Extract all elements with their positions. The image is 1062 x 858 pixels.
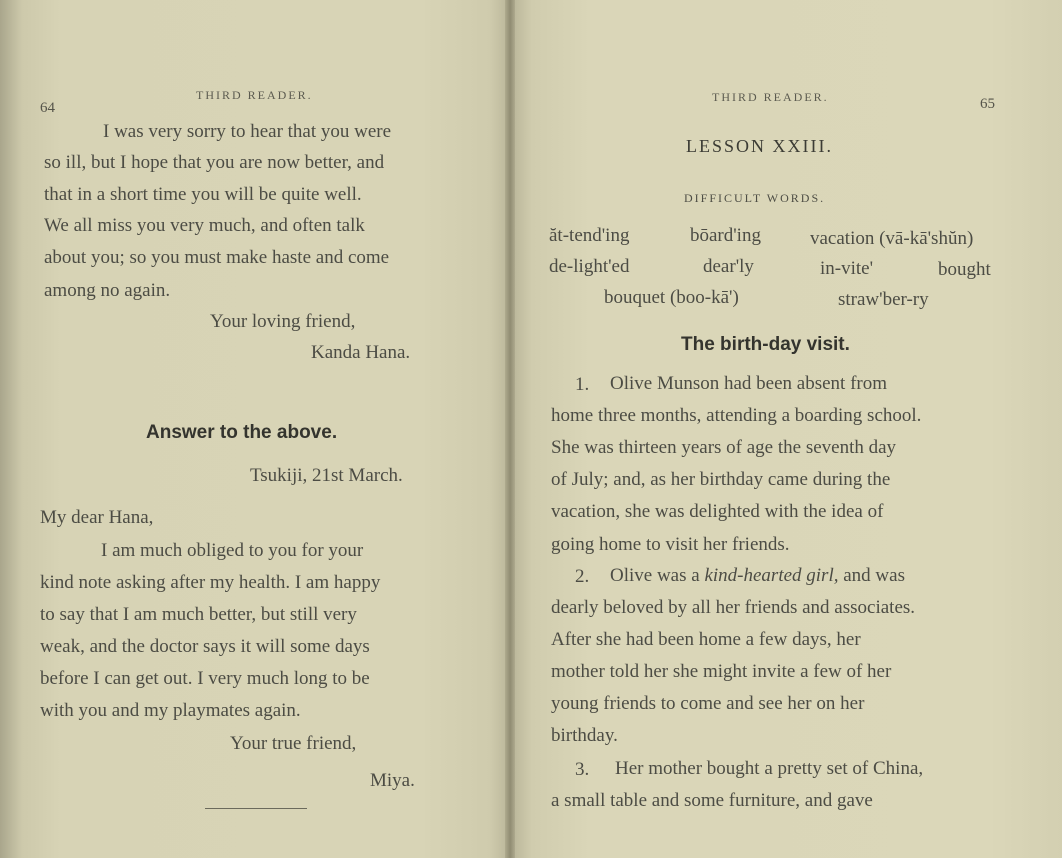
para2-text: and was [843,565,905,586]
end-rule [205,808,307,809]
answer-dateline: Tsukiji, 21st March. [250,465,403,486]
answer-line: before I can get out. I very much long to be [40,668,370,689]
difficult-words-heading: DIFFICULT WORDS. [684,191,826,205]
para3-line: Her mother bought a pretty set of China, [615,758,924,779]
right-page [510,0,1062,858]
para2-line: birthday. [551,725,618,746]
letter-closing: Your loving friend, [210,311,356,332]
answer-line: kind note asking after my health. I am happy [40,572,381,593]
paragraph-number: 1. [575,374,590,395]
para3-line: a small table and some furniture, and gave [551,790,873,811]
para2-first-line [610,565,905,587]
letter-line: so ill, but I hope that you are now better, and [44,152,385,173]
difficult-word: bought [938,259,991,280]
letter-signature: Kanda Hana. [311,342,411,363]
left-page [0,0,510,858]
answer-line: I am much obliged to you for your [101,540,364,561]
answer-signature: Miya. [370,770,415,791]
lesson-title: LESSON XXIII. [686,136,833,156]
difficult-word: ăt-tend'ing [549,225,630,246]
para2-line: young friends to come and see her on her [551,693,865,714]
difficult-word: bōard'ing [690,225,761,246]
letter-line: among no again. [44,280,171,301]
para1-line: home three months, attending a boarding school. [551,405,922,426]
letter-line: We all miss you very much, and often talk [44,215,365,236]
answer-line: weak, and the doctor says it will some days [40,636,370,657]
answer-salutation: My dear Hana, [40,507,154,528]
para1-line: Olive Munson had been absent from [610,373,888,394]
book-gutter [505,0,515,858]
answer-line: with you and my playmates again. [40,700,301,721]
paragraph-number: 3. [575,759,590,780]
difficult-word: dear'ly [703,256,754,277]
para2-line: mother told her she might invite a few of her [551,661,892,682]
answer-line: to say that I am much better, but still very [40,604,357,625]
difficult-word: in-vite' [820,258,874,279]
paragraph-number: 2. [575,566,590,587]
letter-line: that in a short time you will be quite well. [44,184,362,205]
running-head-left: THIRD READER. [196,88,313,102]
para2-text: Olive was a [610,565,700,586]
difficult-word: de-light'ed [549,256,630,277]
answer-closing: Your true friend, [230,733,357,754]
para2-emphasis: kind-hearted girl, [704,565,839,586]
page-number-left: 64 [40,100,55,116]
difficult-word: vacation (vā-kā'shŭn) [810,228,974,249]
page-number-right: 65 [980,96,995,112]
para1-line: She was thirteen years of age the seventh day [551,437,897,458]
para2-line: After she had been home a few days, her [551,629,861,650]
running-head-right: THIRD READER. [712,90,829,104]
para2-line: dearly beloved by all her friends and associates. [551,597,916,618]
difficult-word: bouquet (boo-kā') [604,287,739,308]
letter-line: I was very sorry to hear that you were [103,121,392,142]
para1-line: of July; and, as her birthday came during the [551,469,891,490]
section-title: The birth-day visit. [681,334,850,355]
para1-line: vacation, she was delighted with the idea of [551,501,884,522]
answer-heading: Answer to the above. [146,422,338,443]
letter-line: about you; so you must make haste and come [44,247,390,268]
para1-line: going home to visit her friends. [551,534,790,555]
difficult-word: straw'ber-ry [838,289,929,310]
